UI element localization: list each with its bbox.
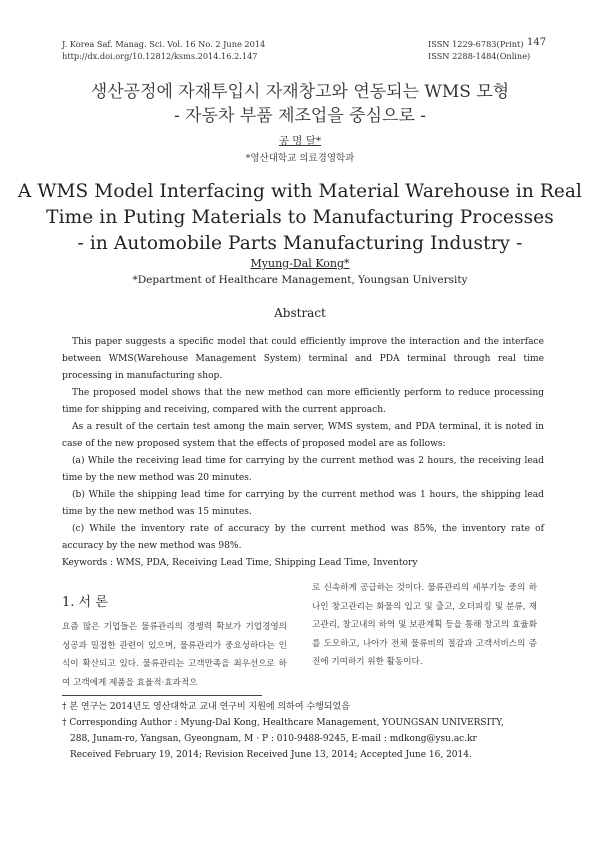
footnote-corresponding-author: † Corresponding Author : Myung-Dal Kong, Healthcare Management, YOUNGSAN UNIVERSITY, (62, 718, 504, 728)
abstract-heading: Abstract (274, 306, 326, 320)
issn-online: ISSN 2288-1484(Online) (428, 51, 531, 61)
english-title-line1: A WMS Model Interfacing with Material Warehouse in Real (17, 181, 583, 202)
abstract-item-c: (c) While the inventory rate of accuracy by the current method was 85%, the inventory rate of accuracy by the new method was 98%. (62, 524, 544, 551)
korean-author (0, 133, 600, 148)
issn-block (428, 38, 530, 62)
footnote-divider (62, 695, 262, 696)
korean-title-line1: 생산공정에 자재투입시 자재창고와 연동되는 WMS 모형 (90, 82, 510, 102)
korean-title-line2: - 자동차 부품 제조업을 중심으로 - (174, 106, 426, 126)
page-number: 147 (527, 37, 547, 48)
keywords: Keywords : WMS, PDA, Receiving Lead Time, Shipping Lead Time, Inventory (62, 558, 418, 568)
section-heading: 1. 서 론 (62, 595, 108, 610)
footnote-funding: † 본 연구는 2014년도 영산대학교 교내 연구비 지원에 의하여 수행되었음 (62, 702, 350, 712)
issn-print: ISSN 1229-6783(Print) (428, 39, 524, 49)
abstract-body (62, 334, 544, 572)
abstract-paragraph: The proposed model shows that the new method can more efficiently perform to reduce processing time for shipping and receiving, compared with the current approach. (62, 388, 544, 415)
abstract-item-b: (b) While the shipping lead time for carrying by the current method was 1 hours, the shipping lead time by the new method was 15 minutes. (62, 490, 544, 517)
body-column-right: 로 신속하게 공급하는 것이다. 물류관리의 세부기능 중의 하나인 창고관리는 화물의 입고 및 출고, 오더피킹 및 분류, 재고관리, 창고내의 하역 및 보관계획 등을 통해 창고의 효율화를 도모하고, 나아가 전체 물류비의 절감과 고객서비스의 증진에 기여하기 위한 활동이다. (312, 583, 537, 668)
abstract-paragraph: As a result of the certain test among the main server, WMS system, and PDA terminal, it is noted in case of the new proposed system that the effects of proposed model are as follows: (62, 422, 544, 449)
korean-affiliation: *영산대학교 의료경영학과 (245, 153, 355, 164)
english-title-line2: Time in Puting Materials to Manufacturing Processes (46, 207, 554, 228)
english-author (0, 257, 600, 270)
body-column-left: 요즘 많은 기업들은 물류관리의 경쟁력 확보가 기업경영의 성공과 밀접한 관련이 있으며, 물류관리가 중요성하다는 인식이 확산되고 있다. 물류관리는 고객만족을 최우선으로 하여 고객에게 제품을 효율적·효과적으 (62, 622, 287, 688)
journal-header (62, 38, 265, 62)
english-affiliation: *Department of Healthcare Management, Youngsan University (132, 274, 468, 286)
english-title-line3: - in Automobile Parts Manufacturing Industry - (77, 233, 523, 254)
abstract-paragraph: This paper suggests a specific model that could efficiently improve the interaction and the interface between WMS(Warehouse Management System) terminal and PDA terminal through real time processing in manufacturing shop. (62, 337, 544, 381)
footnote-contact: 288, Junam-ro, Yangsan, Gyeongnam, M · P : 010-9488-9245, E-mail : mdkong@ysu.ac.kr (70, 734, 477, 744)
english-author-name: Myung-Dal Kong* (250, 257, 350, 270)
doi-link[interactable]: http://dx.doi.org/10.12812/ksms.2014.16.2.147 (62, 51, 258, 61)
korean-author-name: 공 명 달* (278, 135, 322, 147)
footnote-dates: Received February 19, 2014; Revision Received June 13, 2014; Accepted June 16, 2014. (70, 750, 472, 760)
abstract-item-a: (a) While the receiving lead time for carrying by the current method was 2 hours, the receiving lead time by the new method was 20 minutes. (62, 456, 544, 483)
journal-citation: J. Korea Saf. Manag. Sci. Vol. 16 No. 2 June 2014 (62, 39, 266, 49)
